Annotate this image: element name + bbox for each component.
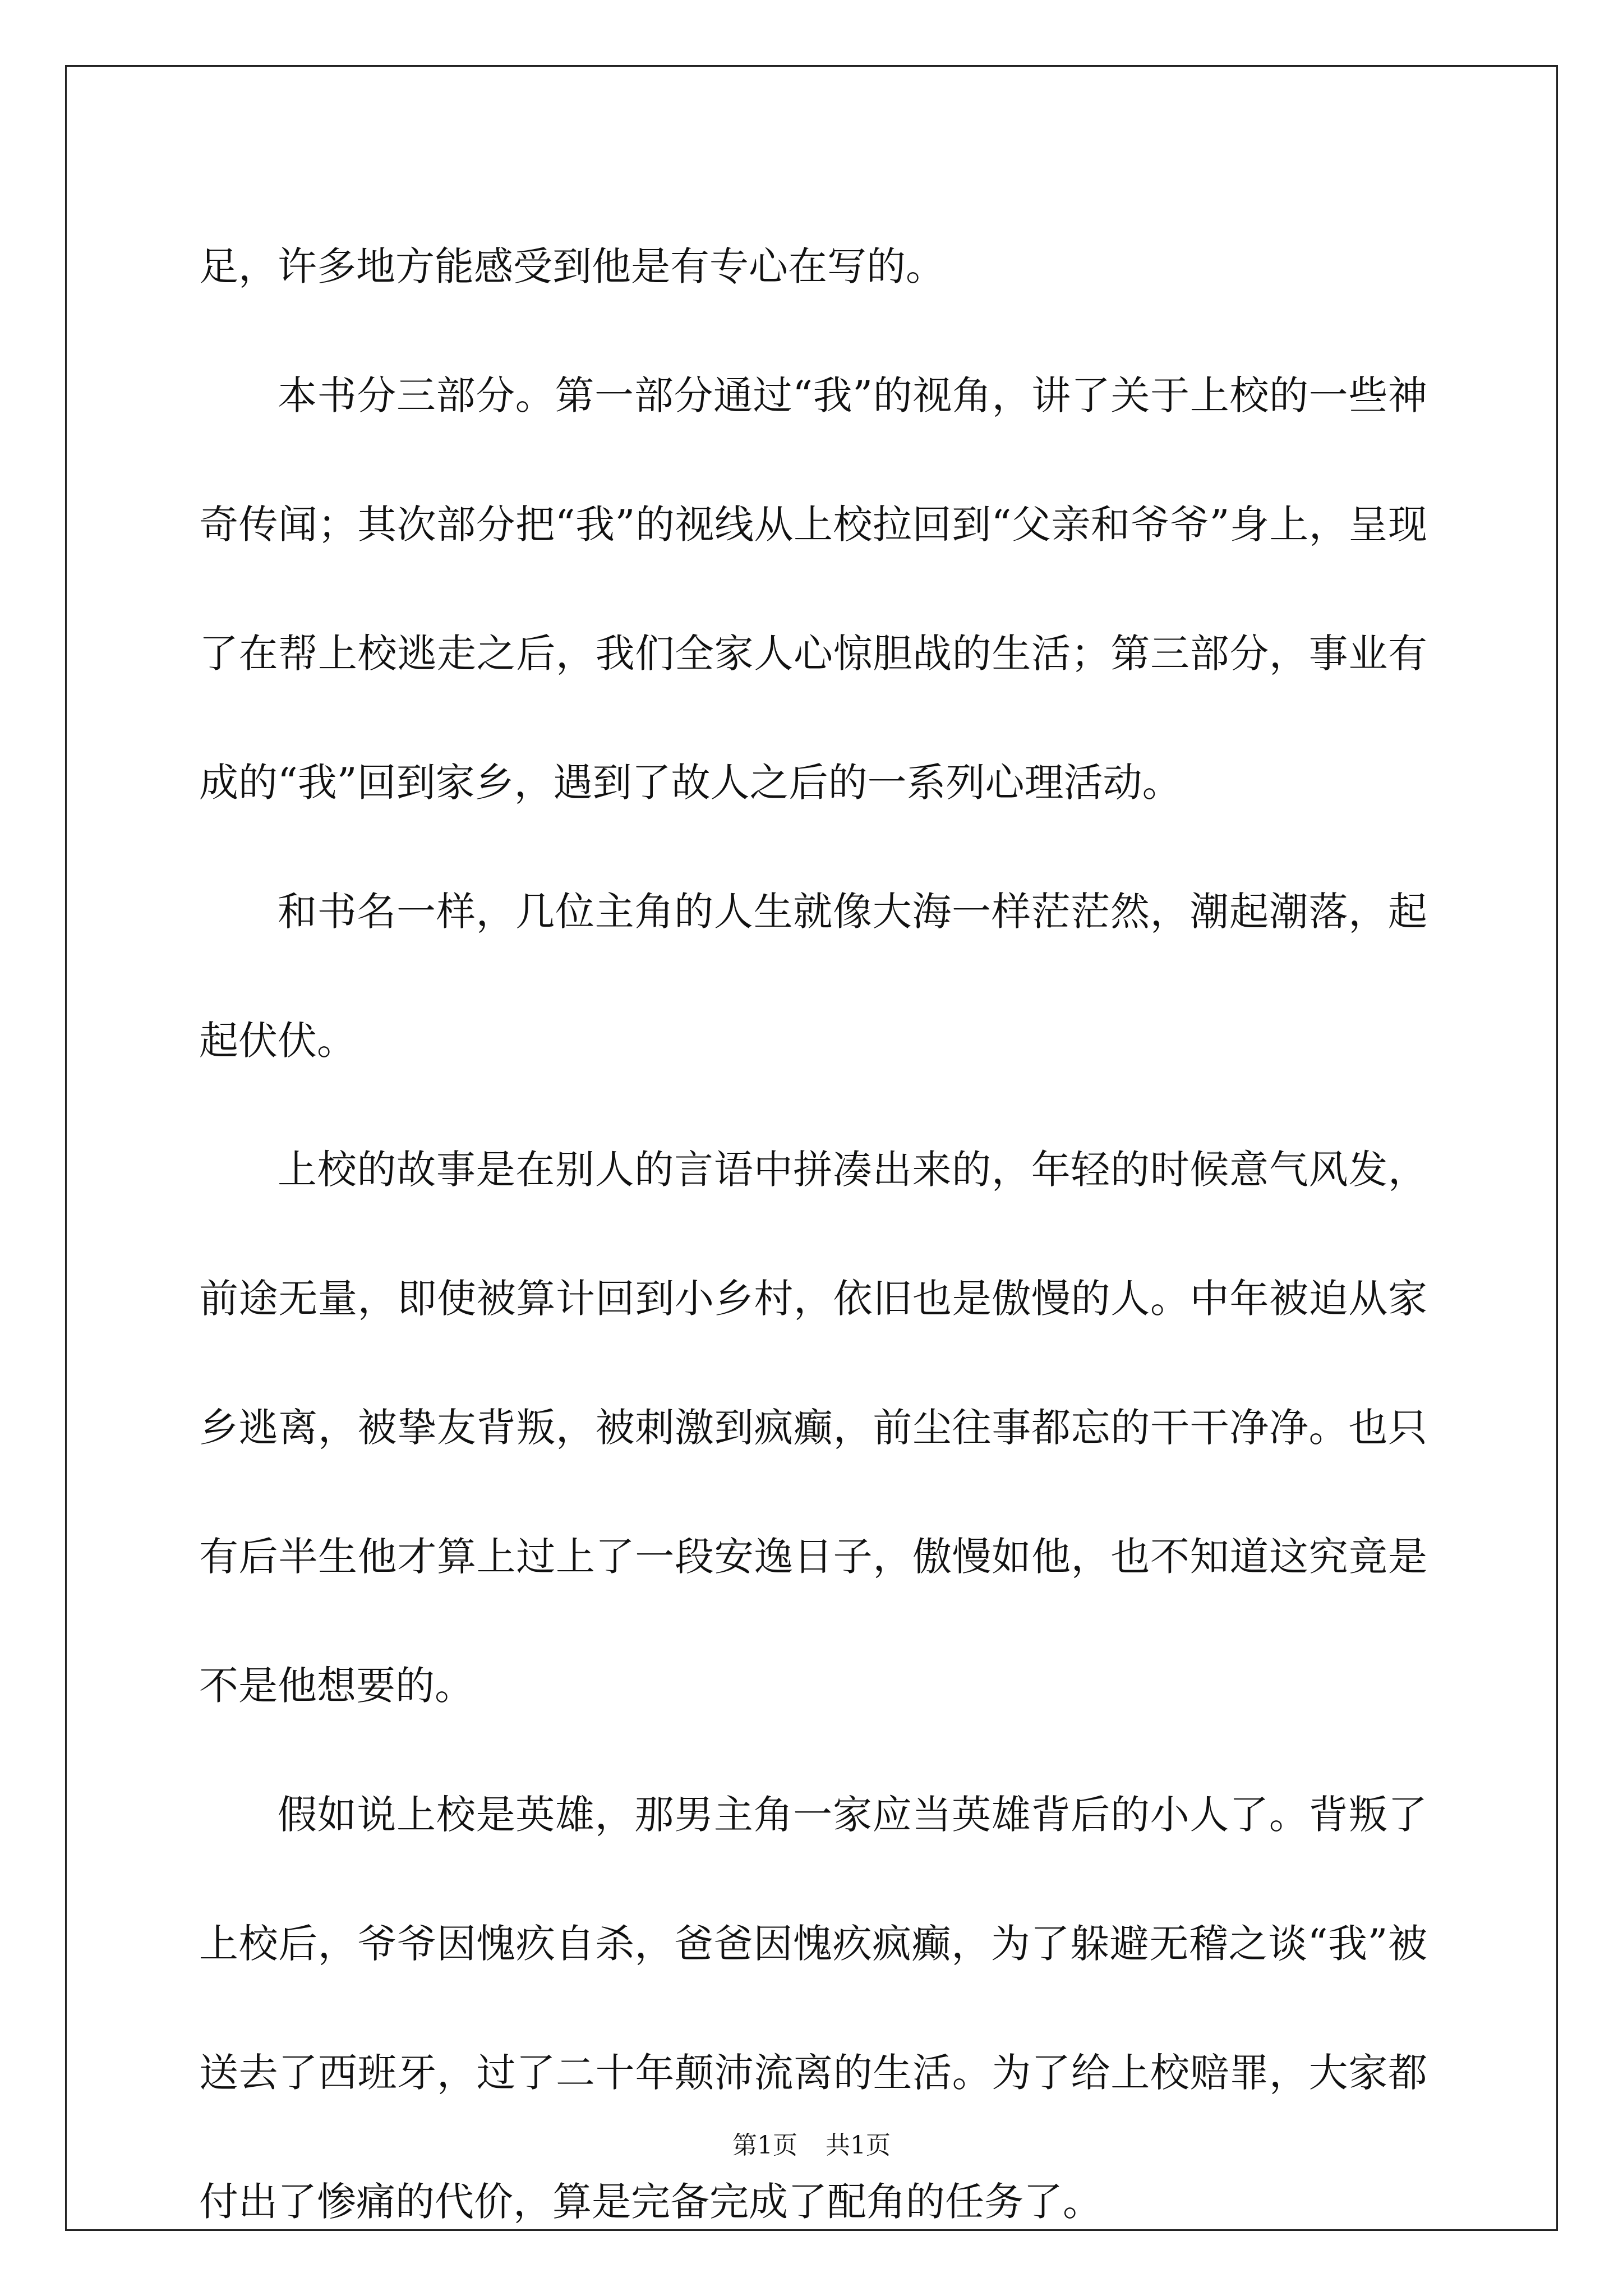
document-body [199, 202, 1427, 2266]
paragraph-book-structure: 本书分三部分。第一部分通过“我”的视角，讲了关于上校的一些神奇传闻；其次部分把“我”的视线从上校拉回到“父亲和爷爷”身上，呈现了在帮上校逃走之后，我们全家人心惊胆战的生活；第三部分，事业有成的“我”回到家乡，遇到了故人之后的一系列心理活动。 [199, 372, 1427, 806]
paragraph-protagonist-family: 假如说上校是英雄，那男主角一家应当英雄背后的小人了。背叛了上校后，爷爷因愧疚自杀，爸爸因愧疚疯癫，为了躲避无稽之谈“我”被送去了西班牙，过了二十年颠沛流离的生活。为了给上校赔罪，大家都付出了惨痛的代价，算是完备完成了配角的任务了。 [199, 1792, 1427, 2225]
page-total: 共1页 [826, 2131, 891, 2160]
page-number: 第1页 [732, 2131, 797, 2160]
page-footer [0, 2129, 1623, 2162]
paragraph-book-title: 和书名一样，几位主角的人生就像大海一样茫茫然，潮起潮落，起起伏伏。 [199, 889, 1427, 1064]
paragraph-colonel-story: 上校的故事是在别人的言语中拼凑出来的，年轻的时候意气风发，前途无量，即使被算计回到小乡村，依旧也是傲慢的人。中年被迫从家乡逃离，被挚友背叛，被刺激到疯癫，前尘往事都忘的干干净净。也只有后半生他才算上过上了一段安逸日子，傲慢如他，也不知道这究竟是不是他想要的。 [199, 1147, 1427, 1709]
paragraph-continuation: 足，许多地方能感受到他是有专心在写的。 [199, 243, 945, 289]
